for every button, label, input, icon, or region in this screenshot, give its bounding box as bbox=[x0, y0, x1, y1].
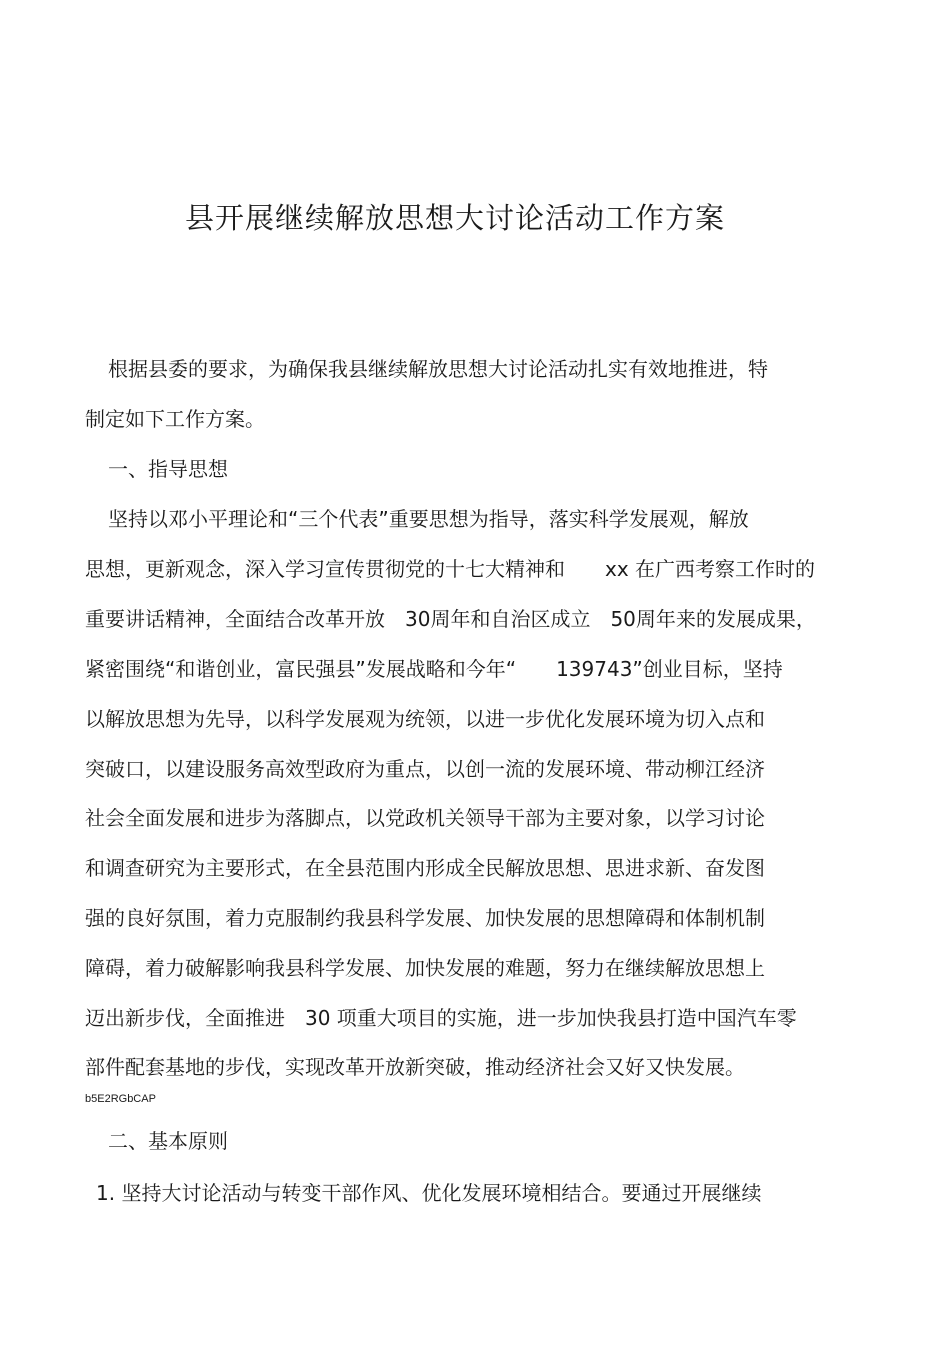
paragraph-line: 根据县委的要求，为确保我县继续解放思想大讨论活动扎实有效地推进，特 bbox=[108, 357, 768, 381]
paragraph-line: 强的良好氛围，着力克服制约我县科学发展、加快发展的思想障碍和体制机制 bbox=[85, 906, 765, 930]
document-code: b5E2RGbCAP bbox=[85, 1093, 156, 1105]
paragraph-line: 社会全面发展和进步为落脚点，以党政机关领导干部为主要对象，以学习讨论 bbox=[85, 806, 765, 830]
paragraph-line: 和调查研究为主要形式，在全县范围内形成全民解放思想、思进求新、奋发图 bbox=[85, 856, 765, 880]
paragraph-line: 思想，更新观念，深入学习宣传贯彻党的十七大精神和 xx 在广西考察工作时的 bbox=[85, 557, 816, 581]
document-title: 县开展继续解放思想大讨论活动工作方案 bbox=[184, 201, 725, 235]
paragraph-line: 以解放思想为先导，以科学发展观为统领，以进一步优化发展环境为切入点和 bbox=[85, 707, 765, 731]
paragraph-line: 制定如下工作方案。 bbox=[85, 407, 265, 431]
paragraph-line: 部件配套基地的步伐，实现改革开放新突破，推动经济社会又好又快发展。 bbox=[85, 1055, 745, 1079]
paragraph-line: 障碍，着力破解影响我县科学发展、加快发展的难题，努力在继续解放思想上 bbox=[85, 956, 765, 980]
paragraph-line: 紧密围绕“和谐创业，富民强县”发展战略和今年“ 139743”创业目标，坚持 bbox=[85, 657, 783, 681]
paragraph-line: 迈出新步伐，全面推进 30 项重大项目的实施，进一步加快我县打造中国汽车零 bbox=[85, 1006, 797, 1030]
section-heading: 二、基本原则 bbox=[108, 1129, 228, 1153]
section-heading: 一、指导思想 bbox=[108, 457, 228, 481]
paragraph-line: 重要讲话精神，全面结合改革开放 30周年和自治区成立 50周年来的发展成果， bbox=[85, 607, 816, 631]
paragraph-line: 坚持以邓小平理论和“三个代表”重要思想为指导，落实科学发展观，解放 bbox=[108, 507, 749, 531]
list-item: 1. 坚持大讨论活动与转变干部作风、优化发展环境相结合。要通过开展继续 bbox=[96, 1181, 762, 1205]
paragraph-line: 突破口，以建设服务高效型政府为重点，以创一流的发展环境、带动柳江经济 bbox=[85, 757, 765, 781]
